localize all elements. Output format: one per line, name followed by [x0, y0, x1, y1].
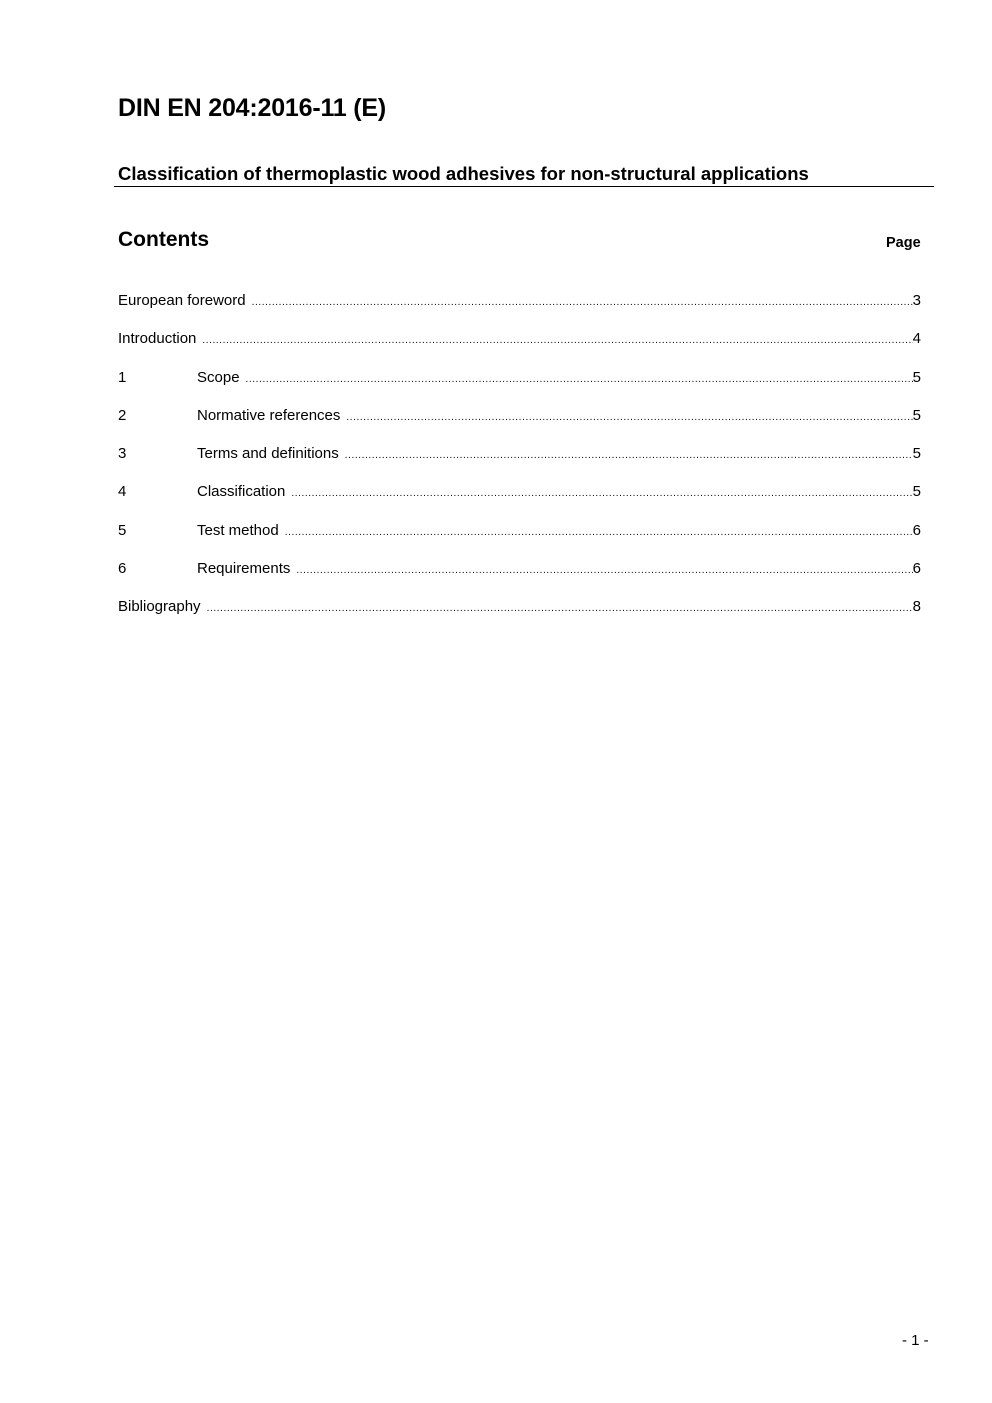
- toc-dot-leader: [207, 598, 913, 620]
- toc-entry-label: Requirements: [197, 560, 291, 578]
- page-number: - 1 -: [902, 1332, 929, 1349]
- document-title: Classification of thermoplastic wood adhesives for non-structural applications: [118, 163, 809, 184]
- toc-entry-scope[interactable]: [118, 367, 921, 405]
- toc-dot-leader: [345, 445, 913, 467]
- toc-dot-leader: [252, 292, 913, 314]
- toc-entry-page: 5: [912, 368, 921, 386]
- toc-entry-page: 4: [912, 330, 921, 348]
- toc-dot-leader: [296, 560, 912, 582]
- toc-dot-leader: [202, 330, 912, 352]
- toc-entry-label: Bibliography: [118, 598, 201, 616]
- toc-entry-page: 5: [912, 445, 921, 463]
- page-column-label: Page: [886, 235, 921, 251]
- toc-entry-label: Test method: [197, 521, 279, 539]
- toc-entry-page: 5: [912, 483, 921, 501]
- toc-entry-normative-references[interactable]: [118, 405, 921, 443]
- toc-entry-test-method[interactable]: [118, 520, 921, 558]
- toc-entry-number: 5: [118, 521, 127, 539]
- toc-entry-page: 5: [912, 406, 921, 424]
- contents-heading: Contents: [118, 228, 209, 251]
- toc-entry-label: Normative references: [197, 406, 341, 424]
- document-id: DIN EN 204:2016-11 (E): [118, 94, 386, 122]
- toc-entry-page: 6: [912, 521, 921, 539]
- toc-entry-page: 8: [912, 598, 921, 616]
- toc-entry-number: 1: [118, 368, 127, 386]
- toc-entry-label: Classification: [197, 483, 286, 501]
- toc-dot-leader: [246, 369, 913, 391]
- toc-entry-label: European foreword: [118, 292, 246, 309]
- toc-entry-label: Terms and definitions: [197, 445, 339, 463]
- toc-entry-label: Scope: [197, 368, 240, 386]
- toc-entry-page: 3: [912, 292, 921, 309]
- table-of-contents: [118, 290, 921, 635]
- toc-dot-leader: [291, 483, 912, 505]
- title-divider: [114, 186, 934, 187]
- toc-entry-number: 4: [118, 483, 127, 501]
- toc-entry-page: 6: [912, 560, 921, 578]
- toc-entry-terms-and-definitions[interactable]: [118, 443, 921, 481]
- toc-entry-number: 2: [118, 406, 127, 424]
- toc-entry-number: 3: [118, 445, 127, 463]
- toc-entry-introduction[interactable]: [118, 328, 921, 366]
- toc-entry-number: 6: [118, 560, 127, 578]
- toc-entry-label: Introduction: [118, 330, 197, 348]
- toc-entry-bibliography[interactable]: [118, 596, 921, 634]
- toc-entry-classification[interactable]: [118, 481, 921, 519]
- toc-entry-european-foreword[interactable]: [118, 290, 921, 328]
- toc-entry-requirements[interactable]: [118, 558, 921, 596]
- toc-dot-leader: [285, 522, 913, 544]
- toc-dot-leader: [346, 407, 912, 429]
